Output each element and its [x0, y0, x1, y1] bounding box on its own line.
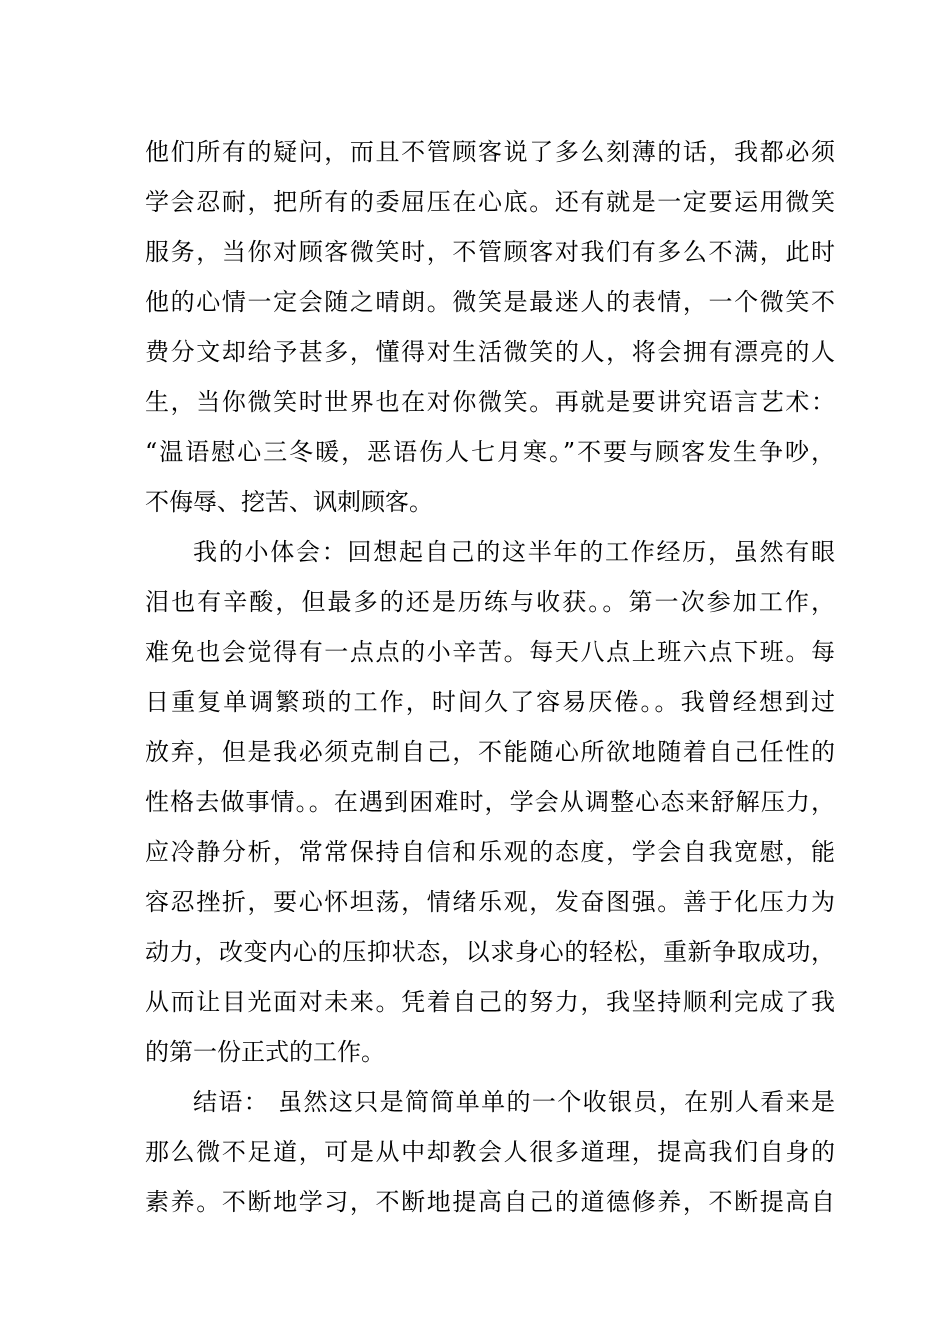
text-line: 难免也会觉得有一点点的小辛苦。每天八点上班六点下班。每 [145, 638, 835, 666]
text-line: 泪也有辛酸，但最多的还是历练与收获。。第一次参加工作， [145, 588, 835, 616]
text-line: 生，当你微笑时世界也在对你微笑。再就是要讲究语言艺术： [145, 388, 835, 416]
text-line: 日重复单调繁琐的工作，时间久了容易厌倦。。我曾经想到过 [145, 688, 835, 716]
text-line: 从而让目光面对未来。凭着自己的努力，我坚持顺利完成了我 [145, 988, 835, 1016]
text-line: 不侮辱、挖苦、讽刺顾客。 [145, 488, 433, 516]
text-line: 动力，改变内心的压抑状态，以求身心的轻松，重新争取成功， [145, 938, 835, 966]
text-line: 的第一份正式的工作。 [145, 1038, 385, 1066]
text-line: 我的小体会：回想起自己的这半年的工作经历，虽然有眼 [193, 538, 835, 566]
text-line: 他的心情一定会随之晴朗。微笑是最迷人的表情，一个微笑不 [145, 288, 835, 316]
text-line: 结语： 虽然这只是简简单单的一个收银员，在别人看来是 [193, 1088, 835, 1116]
text-line: 性格去做事情。。在遇到困难时，学会从调整心态来舒解压力， [145, 788, 835, 816]
text-line: “温语慰心三冬暖，恶语伤人七月寒。”不要与顾客发生争吵， [145, 438, 835, 466]
text-line: 他们所有的疑问，而且不管顾客说了多么刻薄的话，我都必须 [145, 138, 835, 166]
text-line: 费分文却给予甚多，懂得对生活微笑的人，将会拥有漂亮的人 [145, 338, 835, 366]
text-line: 学会忍耐，把所有的委屈压在心底。还有就是一定要运用微笑 [145, 188, 835, 216]
document-body [145, 127, 835, 1227]
text-line: 放弃，但是我必须克制自己，不能随心所欲地随着自己任性的 [145, 738, 835, 766]
text-line: 素养。不断地学习，不断地提高自己的道德修养，不断提高自 [145, 1188, 835, 1216]
text-line: 服务，当你对顾客微笑时，不管顾客对我们有多么不满，此时 [145, 238, 835, 266]
text-line: 那么微不足道，可是从中却教会人很多道理，提高我们自身的 [145, 1138, 835, 1166]
text-line: 容忍挫折，要心怀坦荡，情绪乐观，发奋图强。善于化压力为 [145, 888, 835, 916]
text-line: 应冷静分析，常常保持自信和乐观的态度，学会自我宽慰，能 [145, 838, 835, 866]
